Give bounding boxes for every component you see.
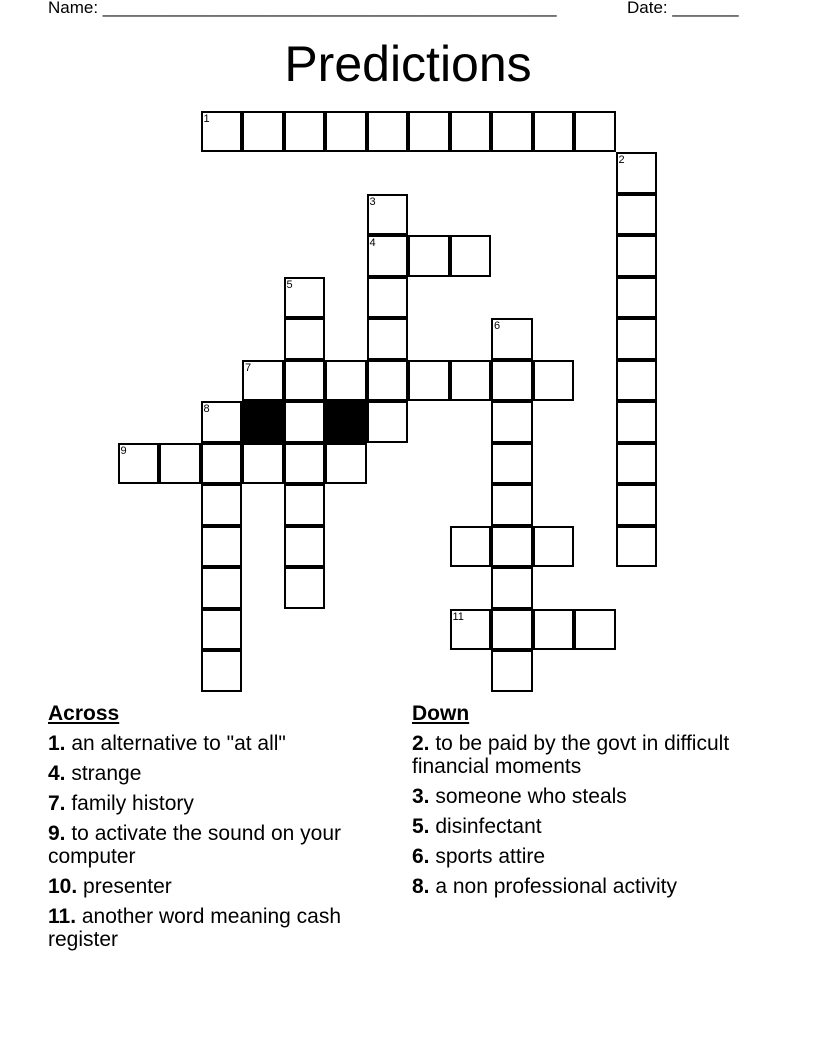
grid-cell[interactable] [201, 484, 243, 526]
grid-cell[interactable] [533, 609, 575, 651]
grid-cell[interactable] [325, 111, 367, 153]
clue-label-number: 11. [48, 905, 77, 928]
grid-cell[interactable] [201, 609, 243, 651]
grid-cell[interactable] [201, 111, 243, 153]
grid-cell[interactable] [616, 443, 658, 485]
clue-label-number: 9. [48, 822, 66, 845]
down-clue [412, 815, 752, 838]
grid-cell[interactable] [325, 443, 367, 485]
down-heading: Down [412, 702, 470, 725]
grid-cell[interactable] [616, 277, 658, 319]
clue-label-number: 5. [412, 815, 430, 838]
clue-label-number: 6. [412, 845, 430, 868]
grid-cell[interactable] [284, 567, 326, 609]
grid-cell[interactable] [574, 609, 616, 651]
across-clue [48, 822, 398, 868]
grid-cell[interactable] [616, 526, 658, 568]
grid-cell[interactable] [533, 526, 575, 568]
clue-label-number: 3. [412, 785, 430, 808]
grid-cell[interactable] [491, 526, 533, 568]
clue-label-number: 2. [412, 732, 430, 755]
grid-cell[interactable] [408, 111, 450, 153]
grid-cell[interactable] [284, 484, 326, 526]
clue-text: to be paid by the govt in difficult financial moments [412, 732, 730, 778]
grid-cell[interactable] [118, 443, 160, 485]
grid-cell[interactable] [367, 360, 409, 402]
grid-cell[interactable] [201, 401, 243, 443]
grid-cell[interactable] [491, 401, 533, 443]
grid-cell[interactable] [284, 360, 326, 402]
clue-label-number: 1. [48, 732, 66, 755]
down-clue [412, 785, 752, 808]
grid-cell[interactable] [367, 277, 409, 319]
clue-label-number: 7. [48, 792, 66, 815]
grid-cell[interactable] [408, 360, 450, 402]
grid-cell[interactable] [242, 111, 284, 153]
clue-text: strange [65, 762, 142, 785]
clue-text: a non professional activity [429, 875, 677, 898]
across-clues [48, 702, 398, 958]
grid-cell[interactable] [491, 567, 533, 609]
name-field-label: Name: ________________________________________________ [48, 0, 557, 17]
grid-cell[interactable] [616, 152, 658, 194]
grid-cell[interactable] [450, 111, 492, 153]
grid-cell[interactable] [616, 401, 658, 443]
clue-number: 7 [245, 361, 252, 374]
down-clue [412, 732, 752, 778]
clue-number: 9 [120, 444, 127, 457]
grid-cell[interactable] [491, 484, 533, 526]
black-cell [325, 401, 367, 443]
clue-label-number: 8. [412, 875, 430, 898]
grid-cell[interactable] [367, 235, 409, 277]
grid-cell[interactable] [574, 111, 616, 153]
clue-number: 4 [369, 237, 376, 249]
grid-cell[interactable] [284, 318, 326, 360]
grid-cell[interactable] [284, 526, 326, 568]
grid-cell[interactable] [491, 650, 533, 692]
grid-cell[interactable] [491, 111, 533, 153]
grid-cell[interactable] [616, 360, 658, 402]
black-cell [242, 401, 284, 443]
grid-cell[interactable] [450, 235, 492, 277]
grid-cell[interactable] [201, 567, 243, 609]
grid-cell[interactable] [491, 318, 533, 360]
grid-cell[interactable] [159, 443, 201, 485]
across-clue [48, 732, 398, 755]
grid-cell[interactable] [616, 194, 658, 236]
clue-number: 11 [452, 610, 464, 623]
across-clue [48, 905, 398, 951]
down-clue-list [412, 732, 752, 898]
clue-text: another word meaning cash register [48, 905, 342, 951]
clue-number: 5 [286, 278, 293, 291]
grid-cell[interactable] [533, 111, 575, 153]
grid-cell[interactable] [284, 111, 326, 153]
clue-number: 8 [203, 403, 210, 415]
clue-number: 3 [369, 195, 376, 208]
grid-cell[interactable] [367, 318, 409, 360]
grid-cell[interactable] [367, 401, 409, 443]
grid-cell[interactable] [491, 360, 533, 402]
grid-cell[interactable] [450, 526, 492, 568]
grid-cell[interactable] [616, 235, 658, 277]
grid-cell[interactable] [284, 401, 326, 443]
grid-cell[interactable] [242, 360, 284, 402]
clue-text: family history [65, 792, 194, 815]
clue-label-number: 10. [48, 875, 78, 898]
across-heading: Across [48, 702, 120, 725]
clue-number: 2 [618, 154, 625, 166]
grid-cell[interactable] [450, 360, 492, 402]
clue-text: an alternative to "at all" [65, 732, 286, 755]
grid-cell[interactable] [367, 194, 409, 236]
grid-cell[interactable] [201, 650, 243, 692]
grid-cell[interactable] [491, 443, 533, 485]
grid-cell[interactable] [533, 360, 575, 402]
grid-cell[interactable] [242, 443, 284, 485]
clue-number: 1 [203, 112, 210, 125]
grid-cell[interactable] [325, 360, 367, 402]
grid-cell[interactable] [616, 318, 658, 360]
grid-cell[interactable] [450, 609, 492, 651]
grid-cell[interactable] [491, 609, 533, 651]
across-clue [48, 875, 398, 898]
clue-label-number: 4. [48, 762, 66, 785]
down-clue [412, 875, 752, 898]
clue-number: 6 [494, 320, 501, 332]
down-clues [412, 702, 752, 905]
page-title: Predictions [284, 36, 532, 92]
grid-cell[interactable] [408, 235, 450, 277]
clue-text: disinfectant [429, 815, 542, 838]
across-clue [48, 762, 398, 785]
grid-cell[interactable] [201, 526, 243, 568]
date-field-label: Date: _______ [627, 0, 739, 17]
across-clue-list [48, 732, 398, 951]
grid-cell[interactable] [616, 484, 658, 526]
grid-cell[interactable] [284, 277, 326, 319]
grid-cell[interactable] [284, 443, 326, 485]
clue-text: to activate the sound on your computer [48, 822, 342, 868]
clue-text: someone who steals [429, 785, 627, 808]
clue-text: sports attire [429, 845, 546, 868]
across-clue [48, 792, 398, 815]
down-clue [412, 845, 752, 868]
clue-text: presenter [77, 875, 172, 898]
grid-cell[interactable] [367, 111, 409, 153]
grid-cell[interactable] [201, 443, 243, 485]
